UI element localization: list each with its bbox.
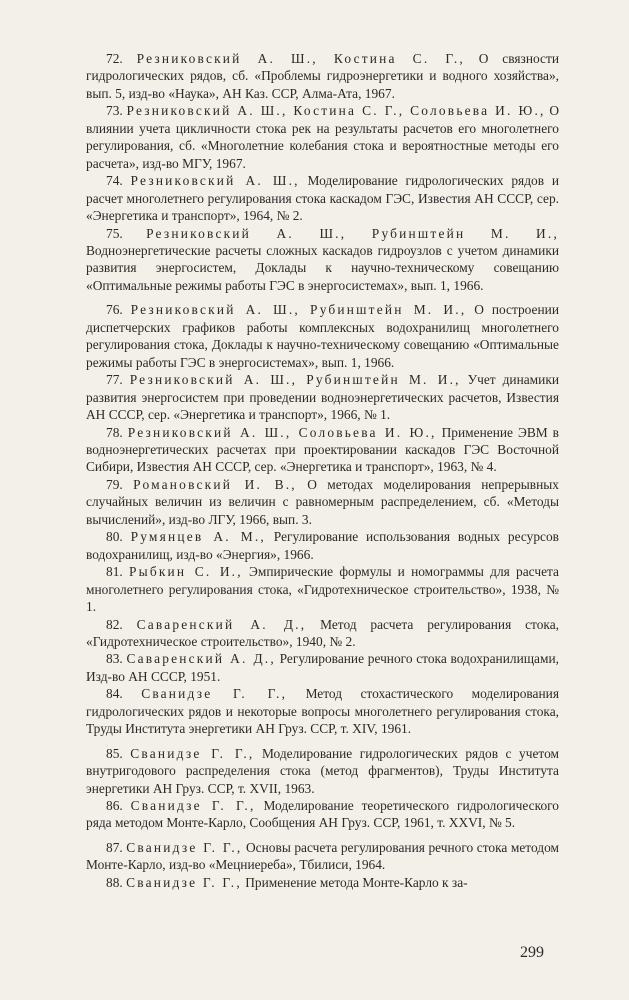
- reference-entry: [86, 797, 559, 832]
- reference-author: Романовский И. В.,: [133, 476, 297, 492]
- reference-author: Рыбкин С. И.,: [128, 564, 243, 580]
- reference-text: Метод стохастического моделирования гидрологических рядов и некоторые вопросы многолетнего регулирования стока, Труды Института энергетики АН Груз. ССР, т. XIV, 1961.: [86, 686, 559, 737]
- reference-entry: [86, 102, 559, 172]
- reference-number: 80.: [106, 529, 123, 545]
- reference-entry: [86, 745, 559, 797]
- reference-author: Резниковский А. Ш., Рубинштейн М. И.,: [130, 302, 467, 318]
- reference-author: Сванидзе Г. Г.,: [141, 686, 288, 702]
- reference-text: О влиянии учета цикличности стока рек на результаты расчетов его многолетнего регулирования, сб. «Многолетние колебания стока и вероятностные методы его расчета», изд-во МГУ, 1967.: [86, 103, 559, 171]
- reference-entry: [86, 424, 559, 476]
- reference-entry: [86, 616, 559, 651]
- reference-text: О связности гидрологических рядов, сб. «Проблемы гидроэнергетики и водного хозяйства», вып. 5, изд-во «Наука», АН Каз. ССР, Алма-Ата, 1967.: [86, 51, 559, 101]
- reference-entry: [86, 172, 559, 224]
- reference-text: Учет динамики развития энергосистем при проведении водноэнергетических расчетов, Известия АН СССР, сер. «Энергетика и транспорт», 1966, № 1.: [86, 372, 559, 423]
- reference-text: Регулирование использования водных ресурсов водохранилищ, изд-во «Энергия», 1966.: [86, 529, 559, 562]
- reference-entry: [86, 650, 559, 685]
- reference-list: [86, 50, 559, 891]
- reference-author: Резниковский А. Ш., Рубинштейн М. И.,: [146, 225, 559, 241]
- reference-entry: [86, 563, 559, 615]
- reference-number: 84.: [106, 686, 123, 702]
- reference-entry: [86, 301, 559, 371]
- reference-author: Сванидзе Г. Г.,: [126, 874, 242, 890]
- reference-author: Резниковский А. Ш.,: [130, 173, 300, 189]
- reference-text: Водноэнергетические расчеты сложных каскадов гидроузлов с учетом динамики развития энергосистем, Доклады к научно-техническому совещанию «Оптимальные режимы работы ГЭС в энергосистемах», вып. 1, 1966.: [86, 242, 559, 293]
- reference-number: 81.: [106, 564, 123, 580]
- reference-author: Резниковский А. Ш., Рубинштейн М. И.,: [129, 372, 461, 388]
- reference-number: 72.: [106, 51, 123, 66]
- reference-number: 85.: [106, 745, 123, 761]
- reference-author: Резниковский А. Ш., Костина С. Г., Соловьева И. Ю.,: [126, 103, 546, 119]
- reference-entry: [86, 874, 559, 891]
- reference-author: Саваренский А. Д.,: [136, 616, 307, 632]
- reference-text: О методах моделирования непрерывных случайных величин из величин с равномерным распределением, сб. «Методы вычислений», изд-во ЛГУ, 1966, вып. 3.: [86, 476, 559, 527]
- reference-number: 88.: [106, 874, 123, 890]
- reference-number: 82.: [106, 616, 123, 632]
- reference-text: Эмпирические формулы и номограммы для расчета многолетнего регулирования стока, «Гидротехническое строительство», 1938, № 1.: [86, 564, 559, 615]
- reference-author: Сванидзе Г. Г.,: [126, 839, 243, 855]
- reference-number: 74.: [106, 173, 123, 189]
- reference-entry: [86, 476, 559, 528]
- reference-entry: [86, 685, 559, 737]
- page-number: 299: [520, 944, 544, 961]
- reference-text: Основы расчета регулирования речного стока методом Монте-Карло, изд-во «Мецниереба», Тбилиси, 1964.: [86, 839, 559, 873]
- reference-author: Резниковский А. Ш., Соловьева И. Ю.,: [127, 424, 437, 440]
- reference-entry: [86, 225, 559, 295]
- reference-entry: [86, 839, 559, 874]
- reference-text: Моделирование гидрологических рядов с учетом внутригодового распределения стока (метод фрагментов), Труды Института энергетики АН Груз. ССР, т. XVII, 1963.: [86, 745, 559, 796]
- reference-number: 79.: [106, 476, 123, 492]
- reference-text: Метод расчета регулирования стока, «Гидротехническое строительство», 1940, № 2.: [86, 616, 559, 649]
- reference-number: 86.: [106, 798, 123, 814]
- reference-entry: [86, 371, 559, 423]
- reference-number: 73.: [106, 103, 123, 119]
- reference-text: Регулирование речного стока водохранилищами, Изд-во АН СССР, 1951.: [86, 651, 559, 684]
- reference-author: Сванидзе Г. Г.,: [130, 798, 256, 814]
- reference-number: 83.: [106, 651, 123, 667]
- reference-entry: [86, 50, 559, 102]
- reference-author: Румянцев А. М.,: [130, 529, 266, 545]
- reference-text: О построении диспетчерских графиков работы комплексных водохранилищ многолетнего регулирования стока, Доклады к научно-техническому совещанию «Оптимальные режимы работы ГЭС в энергосистемах», вып. 1, 1966.: [86, 302, 559, 370]
- reference-author: Саваренский А. Д.,: [126, 651, 276, 667]
- reference-number: 76.: [106, 302, 123, 318]
- reference-text: Применение метода Монте-Карло к за-: [245, 874, 468, 890]
- reference-text: Моделирование теоретического гидрологического ряда методом Монте-Карло, Сообщения АН Груз. ССР, 1961, т. XXVI, № 5.: [86, 798, 560, 831]
- reference-text: Применение ЭВМ в водноэнергетических расчетах при проектировании каскадов ГЭС Восточной Сибири, Известия АН СССР, сер. «Энергетика и транспорт», 1963, № 4.: [86, 424, 560, 475]
- reference-number: 78.: [106, 424, 123, 440]
- reference-author: Резниковский А. Ш., Костина С. Г.,: [136, 51, 465, 66]
- reference-number: 77.: [106, 372, 123, 388]
- reference-number: 87.: [106, 839, 123, 855]
- reference-text: Моделирование гидрологических рядов и расчет многолетнего регулирования стока каскадом ГЭС, Известия АН СССР, сер. «Энергетика и транспорт», 1964, № 2.: [86, 173, 559, 224]
- reference-author: Сванидзе Г. Г.,: [130, 745, 255, 761]
- reference-entry: [86, 528, 559, 563]
- reference-number: 75.: [106, 225, 123, 241]
